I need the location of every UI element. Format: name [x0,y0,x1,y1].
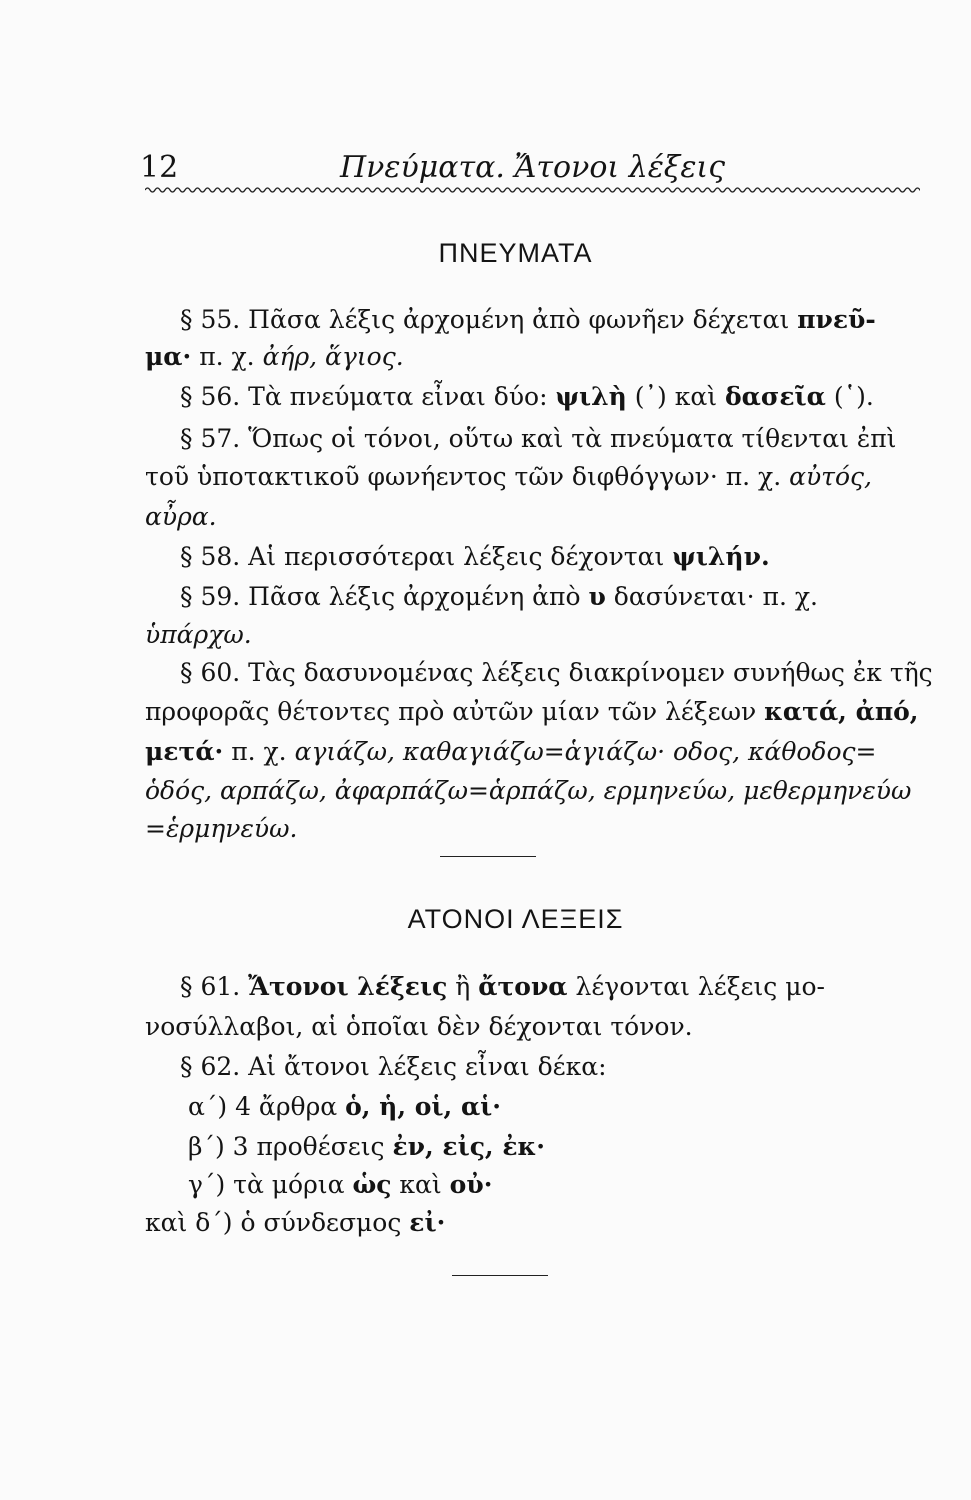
bold-term: ἄτονα [478,972,568,1001]
text: καὶ [391,1170,450,1199]
text: § 62. Αἱ ἄτονοι λέξεις εἶναι δέκα: [180,1052,607,1081]
text: π. χ. [191,342,263,371]
text: § 56. Τὰ πνεύματα εἶναι δύο: [180,382,556,411]
example: =ἑρμηνεύω. [145,814,298,843]
bold-term: κατά, ἀπό, [764,697,919,726]
text: προφορᾶς θέτοντες πρὸ αὐτῶν μίαν τῶν λέξεων [145,697,765,726]
bold-term: πνεῦ- [797,305,876,334]
list-item-b [188,1130,968,1164]
paragraph-57-line-1 [180,422,925,456]
bold-term: ὁ, ἡ, οἱ, αἱ· [345,1092,501,1121]
section-divider [440,856,536,857]
example: ὑπάρχω. [145,620,252,649]
paragraph-60-line-1 [180,656,933,690]
bold-term: μα· [145,342,192,371]
text: νοσύλλαβοι, αἱ ὁποῖαι δὲν δέχονται τόνον. [145,1012,693,1041]
text: § 58. Αἱ περισσότεραι λέξεις δέχονται [180,542,673,571]
bold-term: ὡς [352,1170,392,1199]
paragraph-59-line-1 [180,580,960,614]
text: § 60. Τὰς δασυνομένας λέξεις διακρίνομεν συνήθως ἐκ τῆς [180,658,933,687]
example: ὁδός, αρπάζω, ἀφαρπάζω=ἁρπάζω, ερμηνεύω, μεθερμηνεύω [145,776,912,805]
paragraph-61-line-1 [180,970,925,1004]
text: (᾿) καὶ [626,382,725,411]
bold-term: υ [588,582,606,611]
paragraph-55-line-2 [145,340,925,374]
section-title-pneumata: ΠΝΕΥΜΑΤΑ [438,238,593,268]
bold-term: οὐ· [449,1170,493,1199]
example: ἀήρ, ἅγιος. [262,342,404,371]
page-number: 12 [140,150,179,185]
text: δασύνεται· π. χ. [605,582,818,611]
text: ἢ [447,972,479,1001]
text: § 61. [180,972,249,1001]
paragraph-55-line-1 [180,303,925,337]
text: γ΄) τὰ μόρια [188,1170,353,1199]
paragraph-57-line-3 [145,500,925,534]
paragraph-61-line-2 [145,1010,925,1044]
bold-term: ψιλὴ [555,382,627,411]
running-title: Πνεύματα. Ἄτονοι λέξεις [340,150,725,185]
end-divider [452,1275,548,1276]
bold-term: ἐν, εἰς, ἐκ· [392,1132,545,1161]
list-item-a [188,1090,968,1124]
section-title-atonoi-lexeis: ΑΤΟΝΟΙ ΛΕΞΕΙΣ [407,904,624,934]
paragraph-59-line-2 [145,618,925,652]
example: αὖρα. [145,502,217,531]
list-item-d [145,1206,925,1240]
bold-term: μετά· [145,737,224,766]
text: λέγονται λέξεις μο- [567,972,825,1001]
paragraph-57-line-2 [145,460,925,494]
list-item-c [188,1168,968,1202]
text: τοῦ ὑποτακτικοῦ φωνήεντος τῶν διφθόγγων· π. χ. [145,462,790,491]
paragraph-60-line-5 [145,812,925,846]
paragraph-60-line-3 [145,735,925,769]
text: § 55. Πᾶσα λέξις ἀρχομένη ἀπὸ φωνῆεν δέχεται [180,305,798,334]
bold-term: Ἄτονοι λέξεις [248,972,448,1001]
paragraph-62-intro [180,1050,960,1084]
bold-term: εἰ· [409,1208,446,1237]
paragraph-60-line-2 [145,695,925,729]
paragraph-56 [180,380,960,414]
bold-term: δασεῖα [725,382,826,411]
text: π. χ. [223,737,295,766]
text: § 57. Ὅπως οἱ τόνοι, οὕτω καὶ τὰ πνεύματα τίθενται ἐπὶ [180,424,897,453]
example: αγιάζω, καθαγιάζω=ἁγιάζω· οδος, κάθοδος= [294,737,877,766]
text: (῾). [825,382,874,411]
paragraph-58 [180,540,960,574]
paragraph-60-line-4 [145,774,925,808]
wavy-rule [145,184,920,196]
example: αὐτός, [789,462,873,491]
bold-term: ψιλήν. [672,542,770,571]
text: καὶ δ΄) ὁ σύνδεσμος [145,1208,410,1237]
text: α΄) 4 ἄρθρα [188,1092,346,1121]
text: β΄) 3 προθέσεις [188,1132,393,1161]
text: § 59. Πᾶσα λέξις ἀρχομένη ἀπὸ [180,582,589,611]
